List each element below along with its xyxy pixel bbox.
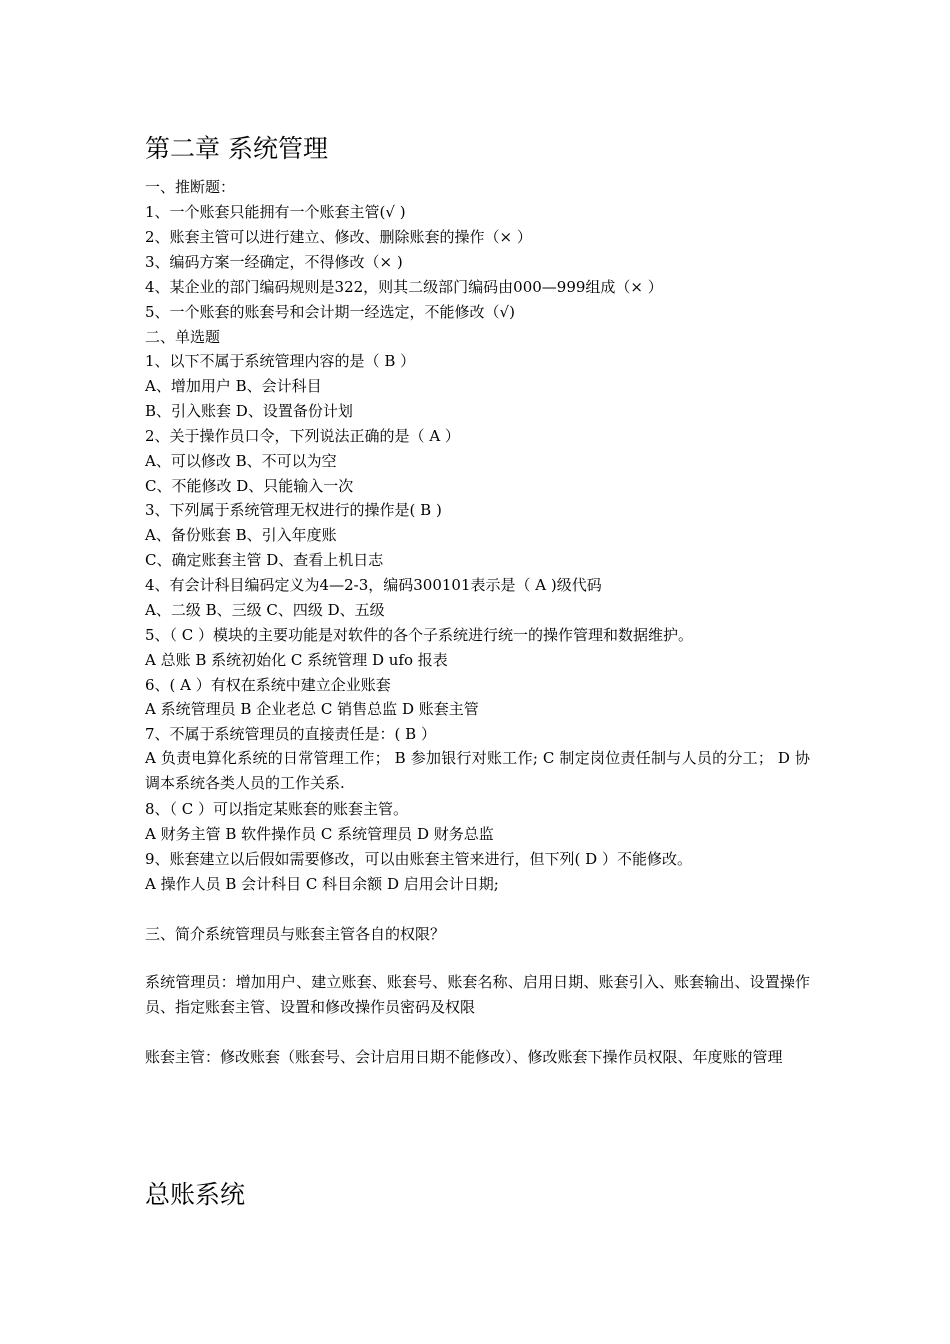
mc-line: 8、（ C ）可以指定某账套的账套主管。 xyxy=(145,800,409,818)
tf-item: 3、编码方案一经确定，不得修改（× ) xyxy=(145,253,403,271)
supervisor-permissions-paragraph: 账套主管：修改账套（账套号、会计启用日期不能修改）、修改账套下操作员权限、年度账的管理 xyxy=(145,1048,783,1066)
section2-heading: 二、单选题 xyxy=(145,328,221,346)
tf-item: 1、一个账套只能拥有一个账套主管(√ ) xyxy=(145,203,406,221)
q7-options: A 负责电算化系统的日常管理工作； B 参加银行对账工作; C 制定岗位责任制与人员的分工； D 协调本系统各类人员的工作关系. xyxy=(145,749,810,792)
mc-line: A、增加用户 B、会计科目 xyxy=(145,377,322,395)
mc-line: A、可以修改 B、不可以为空 xyxy=(145,452,337,470)
mc-line: C、确定账套主管 D、查看上机日志 xyxy=(145,551,384,569)
mc-line: 2、关于操作员口令，下列说法正确的是（ A ） xyxy=(145,427,460,445)
mc-line: A、备份账套 B、引入年度账 xyxy=(145,526,337,544)
document-page xyxy=(145,0,810,1344)
mc-line: 4、有会计科目编码定义为4—2-3，编码300101表示是（ A )级代码 xyxy=(145,576,602,594)
mc-line: A 总账 B 系统初始化 C 系统管理 D ufo 报表 xyxy=(145,651,448,669)
mc-line: A、二级 B、三级 C、四级 D、五级 xyxy=(145,601,385,619)
mc-line: A 系统管理员 B 企业老总 C 销售总监 D 账套主管 xyxy=(145,700,479,718)
mc-line: 9、账套建立以后假如需要修改，可以由账套主管来进行，但下列( D ）不能修改。 xyxy=(145,850,692,868)
next-chapter-title: 总账系统 xyxy=(145,1180,246,1209)
chapter-title: 第二章 系统管理 xyxy=(145,134,328,163)
mc-line: 1、以下不属于系统管理内容的是（ B ） xyxy=(145,352,416,370)
mc-line: 3、下列属于系统管理无权进行的操作是( B ) xyxy=(145,501,442,519)
mc-line: A 财务主管 B 软件操作员 C 系统管理员 D 财务总监 xyxy=(145,825,494,843)
mc-line: B、引入账套 D、设置备份计划 xyxy=(145,402,353,420)
mc-line: 7、不属于系统管理员的直接责任是：( B ） xyxy=(145,725,436,743)
tf-item: 5、一个账套的账套号和会计期一经选定，不能修改（√) xyxy=(145,303,515,321)
tf-item: 4、某企业的部门编码规则是322，则其二级部门编码由000—999组成（× ） xyxy=(145,278,663,296)
admin-permissions-paragraph: 系统管理员：增加用户、建立账套、账套号、账套名称、启用日期、账套引入、账套输出、设置操作员、指定账套主管、设置和修改操作员密码及权限 xyxy=(145,973,810,1016)
tf-item: 2、账套主管可以进行建立、修改、删除账套的操作（× ） xyxy=(145,228,532,246)
mc-line: 5、（ C ）模块的主要功能是对软件的各个子系统进行统一的操作管理和数据维护。 xyxy=(145,626,694,644)
section3-heading: 三、简介系统管理员与账套主管各自的权限？ xyxy=(145,925,446,943)
mc-line: A 操作人员 B 会计科目 C 科目余额 D 启用会计日期; xyxy=(145,875,499,893)
section1-heading: 一、推断题： xyxy=(145,178,236,196)
mc-line: C、不能修改 D、只能输入一次 xyxy=(145,477,354,495)
mc-line: 6、( A ）有权在系统中建立企业账套 xyxy=(145,676,391,694)
